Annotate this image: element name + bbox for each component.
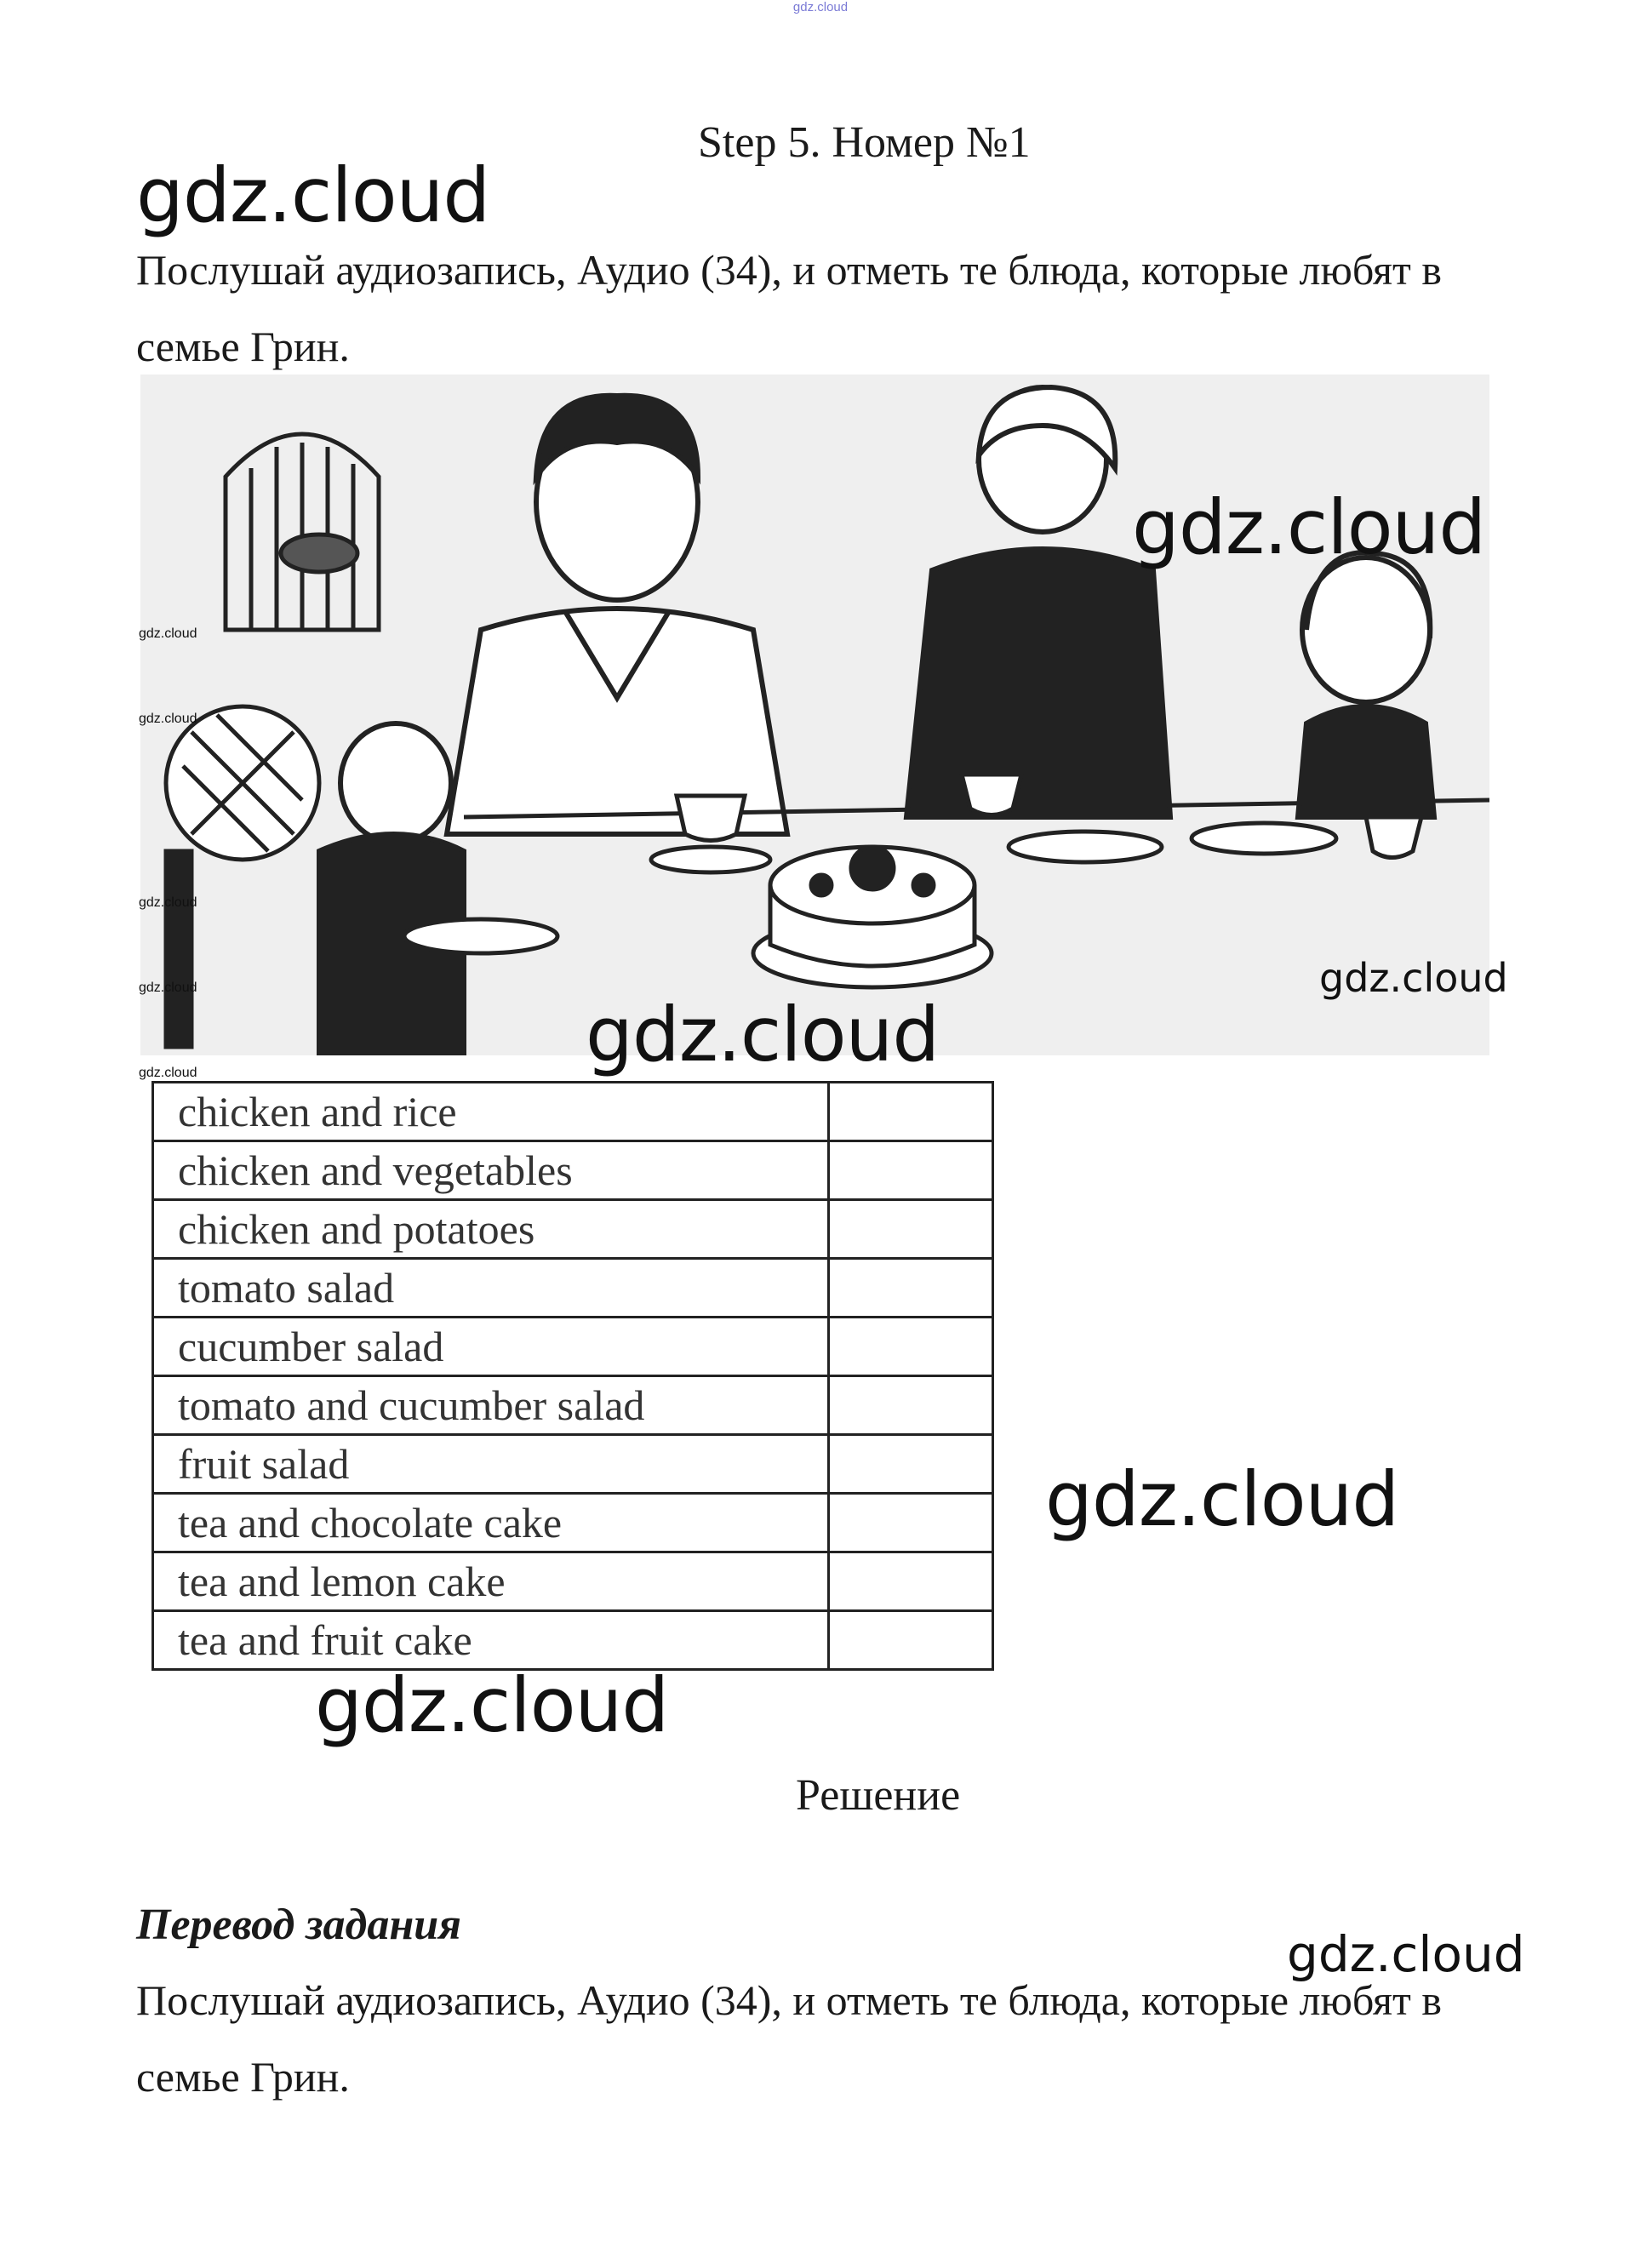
table-row: [153, 1318, 993, 1376]
table-row: [153, 1259, 993, 1318]
watermark: gdz.cloud: [586, 991, 940, 1078]
dish-cell: chicken and potatoes: [153, 1200, 829, 1259]
checkbox-cell[interactable]: [829, 1376, 993, 1435]
watermark: gdz.cloud: [1132, 483, 1486, 571]
checkbox-cell[interactable]: [829, 1259, 993, 1318]
watermark-small: gdz.cloud: [139, 1066, 197, 1080]
table-row: [153, 1083, 993, 1141]
watermark: gdz.cloud: [1319, 955, 1508, 1001]
dish-cell: cucumber salad: [153, 1318, 829, 1376]
translation-text: Послушай аудиозапись, Аудио (34), и отметь те блюда, которые любят в семье Грин.: [136, 1976, 1443, 2101]
page-title: Step 5. Номер №1: [698, 118, 1031, 167]
watermark-small: gdz.cloud: [139, 980, 197, 995]
family-illustration-drawing: [140, 374, 1489, 1055]
plate-icon: [1009, 832, 1162, 862]
dish-cell: chicken and rice: [153, 1083, 829, 1141]
checkbox-cell[interactable]: [829, 1083, 993, 1141]
dish-cell: tea and lemon cake: [153, 1552, 829, 1611]
solution-label: Решение: [796, 1771, 961, 1820]
dish-cell: tea and fruit cake: [153, 1611, 829, 1670]
checkbox-cell[interactable]: [829, 1141, 993, 1200]
watermark-top: gdz.cloud: [792, 0, 849, 14]
watermark: gdz.cloud: [1045, 1455, 1399, 1543]
table-row: [153, 1494, 993, 1552]
checkbox-cell[interactable]: [829, 1494, 993, 1552]
plate-icon: [404, 919, 557, 953]
checkbox-cell[interactable]: [829, 1611, 993, 1670]
dish-cell: fruit salad: [153, 1435, 829, 1494]
watermark: gdz.cloud: [136, 151, 490, 239]
translation-heading: Перевод задания: [136, 1901, 461, 1949]
dish-cell: tomato and cucumber salad: [153, 1376, 829, 1435]
plate-icon: [1192, 823, 1336, 854]
watermark-small: gdz.cloud: [139, 712, 197, 726]
checkbox-cell[interactable]: [829, 1318, 993, 1376]
table-row: [153, 1376, 993, 1435]
cake-icon: [753, 847, 992, 987]
table-row: [153, 1141, 993, 1200]
dish-cell: tea and chocolate cake: [153, 1494, 829, 1552]
table-row: [153, 1435, 993, 1494]
task-text: Послушай аудиозапись, Аудио (34), и отметь те блюда, которые любят в семье Грин.: [136, 246, 1443, 370]
family-dinner-illustration: [140, 374, 1489, 1055]
child-figure: [319, 723, 464, 1055]
watermark: gdz.cloud: [315, 1661, 669, 1749]
dishes-table: [151, 1081, 994, 1671]
table-row: [153, 1552, 993, 1611]
table-row: [153, 1200, 993, 1259]
dish-cell: tomato salad: [153, 1259, 829, 1318]
dish-cell: chicken and vegetables: [153, 1141, 829, 1200]
watermark: gdz.cloud: [1287, 1925, 1525, 1983]
watermark-small: gdz.cloud: [139, 895, 197, 910]
checkbox-cell[interactable]: [829, 1552, 993, 1611]
checkbox-cell[interactable]: [829, 1200, 993, 1259]
watermark-small: gdz.cloud: [139, 626, 197, 641]
checkbox-cell[interactable]: [829, 1435, 993, 1494]
